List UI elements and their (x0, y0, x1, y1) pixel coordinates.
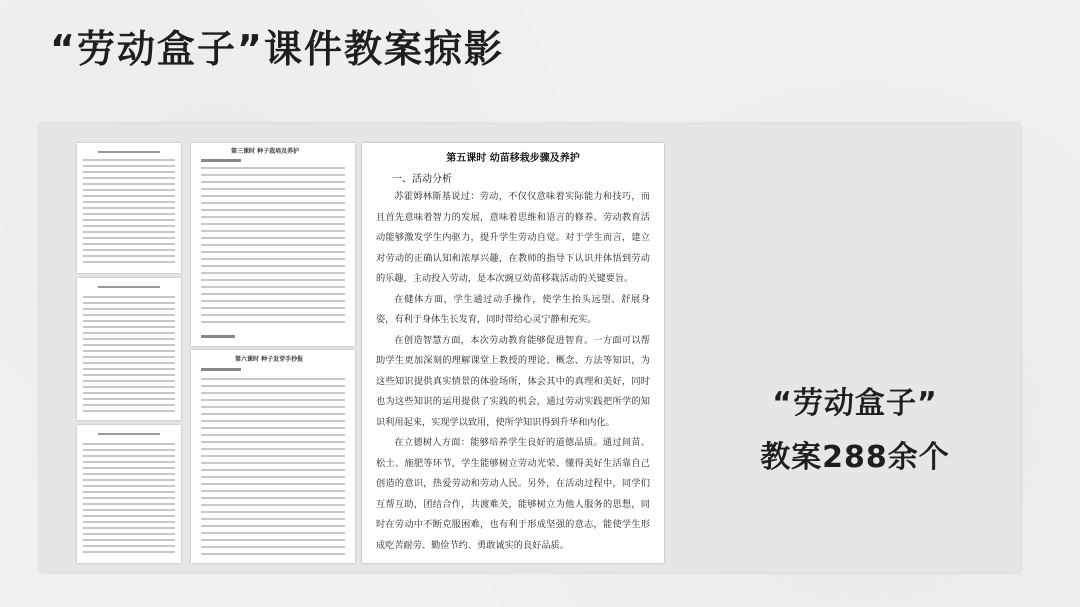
document-paragraph: 在创造智慧方面，本次劳动教育能够促进智育。一方面可以帮助学生更加深刻的理解课堂上教授的理论、概念、方法等知识，为这些知识提供真实情景的体验场所，体会其中的真理和美好，同时也为这些知识的运用提供了实践的机会，通过劳动实践把所学的知识利用起来，实现学以致用，使所学知识得到升华和内化。 (376, 334, 650, 428)
document-thumbnail-left-top (77, 143, 181, 273)
document-thumbnail-middle-bottom (191, 350, 355, 563)
side-caption-line2: 教案288余个 (760, 440, 950, 475)
section-heading: 一、活动分析 (392, 174, 452, 185)
page-title: “劳动盒子”课件教案掠影 (50, 27, 504, 71)
document-paragraph: 苏霍姆林斯基说过：劳动，不仅仅意味着实际能力和技巧，而且首先意味着智力的发展，意味着思维和语言的修养。劳动教育活动能够激发学生内驱力，提升学生劳动自觉。对于学生而言，建立对劳动的正确认知和浓厚兴趣，在教师的指导下认识并体悟到劳动的乐趣，主动投入劳动，是本次豌豆幼苗移栽活动的关键要旨。 (376, 191, 650, 284)
thumbnail-title: 第三课时 种子栽培及养护 (231, 148, 300, 155)
document-paragraph: 在健体方面，学生通过动手操作，使学生抬头远望、舒展身姿，有利于身体生长发育，同时带给心灵宁静和充实。 (376, 293, 650, 325)
side-caption-line1: “劳动盒子” (772, 386, 938, 421)
document-thumbnail-left-bottom (77, 425, 181, 563)
lesson-plan-document (362, 143, 664, 563)
document-thumbnail-middle-top (191, 143, 355, 346)
thumbnail-title: 第六课时 种子发芽手抄报 (235, 356, 304, 363)
document-title: 第五课时 幼苗移栽步骤及养护 (446, 153, 580, 164)
document-paragraph: 在立德树人方面：能够培养学生良好的道德品质。通过间苗、松土、施肥等环节，学生能够树立劳动光荣、懂得美好生活靠自己创造的意识，热爱劳动和劳动人民。另外，在活动过程中，同学们互帮互助，团结合作，共渡难关，能够树立为他人服务的思想，同时在劳动中不断克服困难，也有利于形成坚强的意志，能使学生形成吃苦耐劳、勤俭节约、勇敢诚实的良好品质。 (376, 437, 650, 551)
document-thumbnail-left-middle (77, 278, 181, 420)
